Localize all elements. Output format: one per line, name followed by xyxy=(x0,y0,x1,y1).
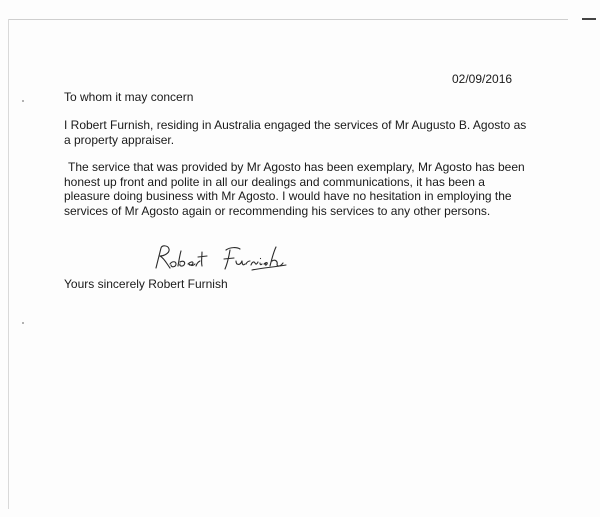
letter-paragraph-2: The service that was provided by Mr Agosto has been exemplary, Mr Agosto has been honest up front and polite in all our dealings and communications, it has been a pleasure doing business with Mr Agosto. I would have no hesitation in employing the services of Mr Agosto again or recommending his services to any other persons. xyxy=(64,160,525,218)
letter-date: 02/09/2016 xyxy=(452,72,513,86)
scan-speck xyxy=(22,322,24,324)
scan-edge-left xyxy=(8,19,9,509)
handwritten-signature xyxy=(152,242,292,276)
scan-edge-top xyxy=(8,19,568,20)
letter-salutation: To whom it may concern xyxy=(64,90,194,104)
letter-closing: Yours sincerely Robert Furnish xyxy=(64,277,228,291)
letter-paragraph-1: I Robert Furnish, residing in Australia engaged the services of Mr Augusto B. Agosto as a property appraiser. xyxy=(64,118,527,147)
scan-edge-mark xyxy=(582,18,596,20)
scan-speck xyxy=(22,100,24,102)
